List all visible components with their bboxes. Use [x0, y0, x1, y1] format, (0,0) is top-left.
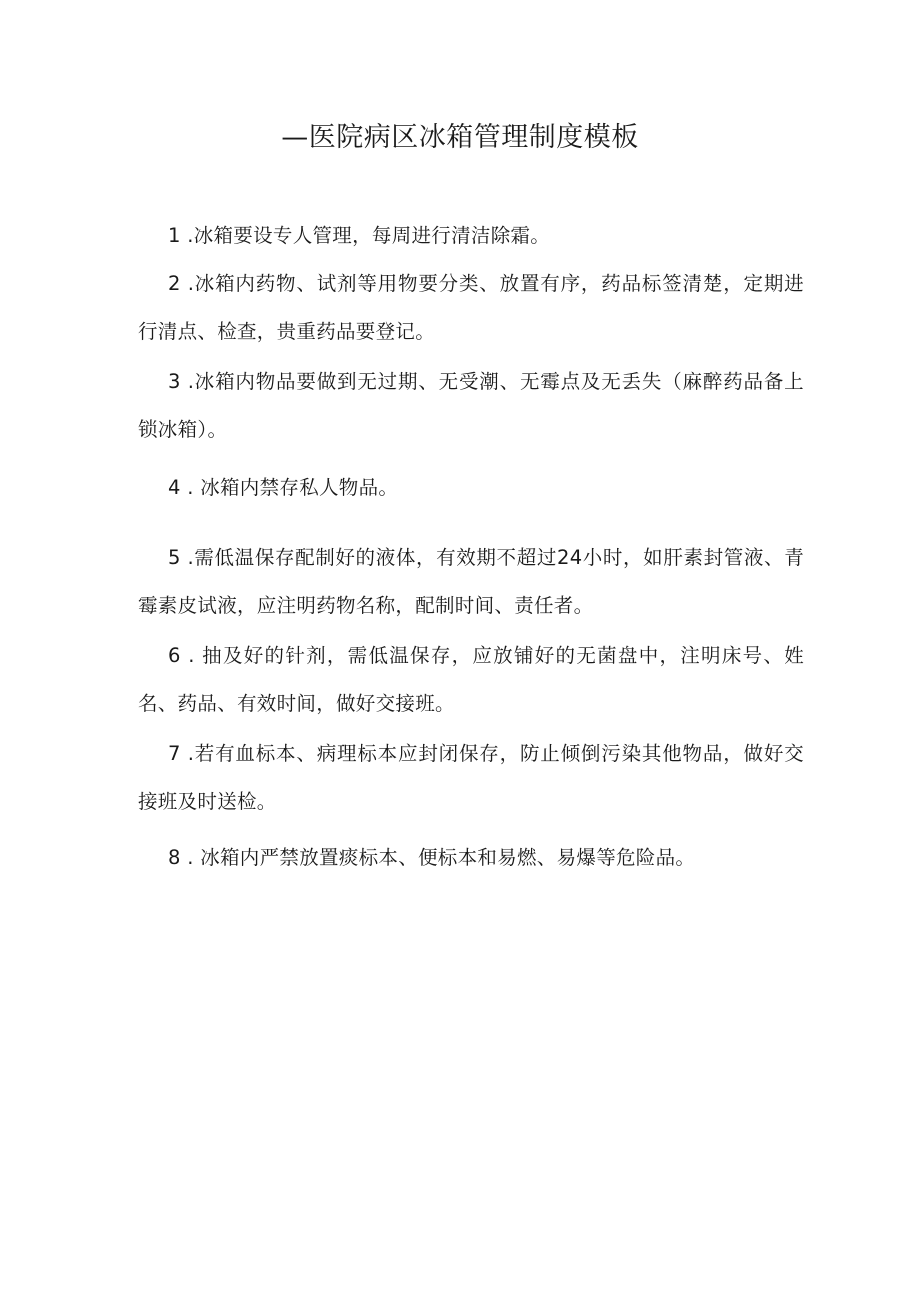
clause-6: 6 . 抽及好的针剂，需低温保存，应放铺好的无菌盘中，注明床号、姓名、药品、有效时间，做好交接班。	[138, 644, 804, 715]
clause-1: 1 .冰箱要设专人管理，每周进行清洁除霜。	[168, 224, 551, 247]
clause-2: 2 .冰箱内药物、试剂等用物要分类、放置有序，药品标签清楚，定期进行清点、检查，贵重药品要登记。	[138, 272, 804, 343]
document-title: —医院病区冰箱管理制度模板	[281, 122, 639, 153]
clause-8: 8 . 冰箱内严禁放置痰标本、便标本和易燃、易爆等危险品。	[168, 846, 696, 869]
clause-5: 5 .需低温保存配制好的液体，有效期不超过24小时，如肝素封管液、青霉素皮试液，应注明药物名称，配制时间、责任者。	[138, 546, 804, 617]
clause-3: 3 .冰箱内物品要做到无过期、无受潮、无霉点及无丢失（麻醉药品备上锁冰箱）。	[138, 370, 804, 441]
clause-4: 4 . 冰箱内禁存私人物品。	[168, 476, 399, 499]
clause-7: 7 .若有血标本、病理标本应封闭保存，防止倾倒污染其他物品，做好交接班及时送检。	[138, 742, 804, 813]
